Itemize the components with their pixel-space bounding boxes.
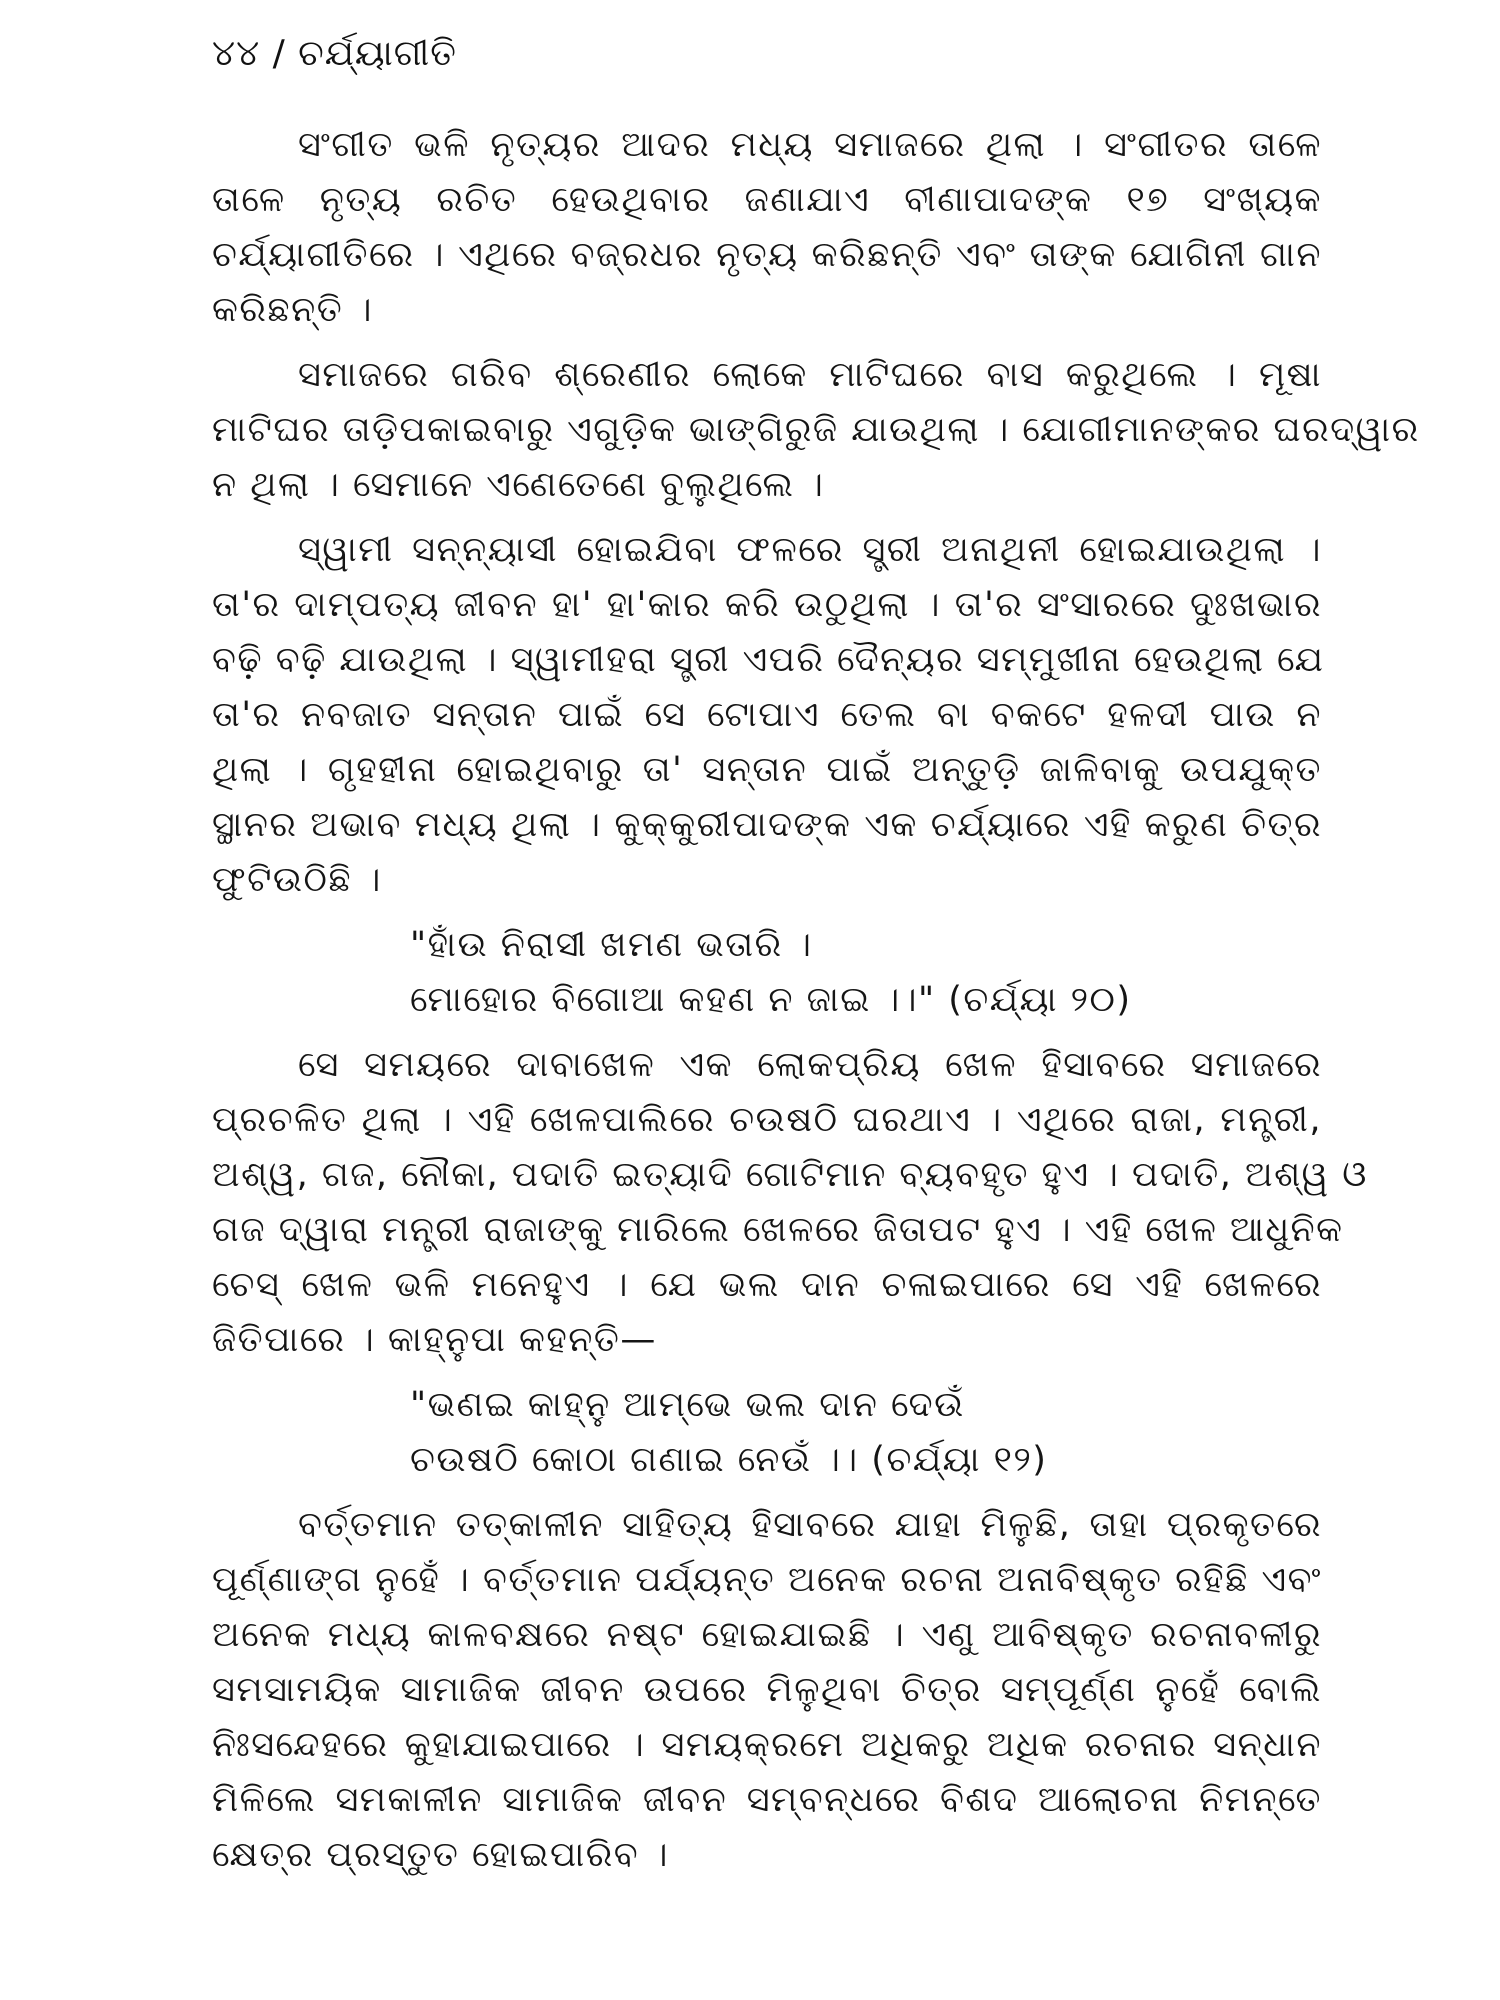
- text-line: ତା'ର ନବଜାତ ସନ୍ତାନ ପାଇଁ ସେ ଟୋପାଏ ତେଲ ବା ବକଟେ ହଳଦୀ ପାଉ ନ: [212, 695, 1322, 735]
- paragraph-3: [212, 523, 1325, 908]
- text-line: କ୍ଷେତ୍ର ପ୍ରସ୍ତୁତ ହୋଇପାରିବ ।: [212, 1835, 669, 1875]
- text-line: ଗଜ ଦ୍ୱାରା ମନ୍ତ୍ରୀ ରାଜାଙ୍କୁ ମାରିଲେ ଖେଳରେ ଜିତାପଟ ହୁଏ । ଏହି ଖେଳ ଆଧୁନିକ: [212, 1210, 1344, 1250]
- verse-line: ଚଉଷଠି କୋଠା ଗଣାଇ ନେଉଁ ।। (ଚର୍ଯ୍ୟା ୧୨): [410, 1440, 1048, 1480]
- verse-quote-1: [212, 918, 1322, 1028]
- text-line: ତାଳେ ନୃତ୍ୟ ରଚିତ ହେଉଥିବାର ଜଣାଯାଏ ବୀଣାପାଦଙ୍କ ୧୭ ସଂଖ୍ୟକ: [212, 180, 1322, 220]
- paragraph-5: [212, 1498, 1322, 1883]
- verse-line: ମୋହୋର ବିଗୋଆ କହଣ ନ ଜାଇ ।।" (ଚର୍ଯ୍ୟା ୨୦): [410, 980, 1132, 1020]
- text-line: ପୂର୍ଣ୍ଣାଙ୍ଗ ନୁହେଁ । ବର୍ତ୍ତମାନ ପର୍ଯ୍ୟନ୍ତ ଅନେକ ରଚନା ଅନାବିଷ୍କୃତ ରହିଛି ଏବଂ: [212, 1560, 1322, 1600]
- text-line: ଚର୍ଯ୍ୟାଗୀତିରେ । ଏଥିରେ ବଜ୍ରଧର ନୃତ୍ୟ କରିଛନ୍ତି ଏବଂ ତାଙ୍କ ଯୋଗିନୀ ଗାନ: [212, 235, 1322, 275]
- text-line: ସମସାମୟିକ ସାମାଜିକ ଜୀବନ ଉପରେ ମିଳୁଥିବା ଚିତ୍ର ସମ୍ପୂର୍ଣ୍ଣ ନୁହେଁ ବୋଲି: [212, 1670, 1322, 1710]
- verse-quote-2: [212, 1378, 1322, 1488]
- text-line: ସ୍ଥାନର ଅଭାବ ମଧ୍ୟ ଥିଲା । କୁକ୍କୁରୀପାଦଙ୍କ ଏକ ଚର୍ଯ୍ୟାରେ ଏହି କରୁଣ ଚିତ୍ର: [212, 805, 1322, 845]
- text-line: ଜିତିପାରେ । କାହ୍ନୁପା କହନ୍ତି—: [212, 1320, 657, 1360]
- text-line: ତା'ର ଦାମ୍ପତ୍ୟ ଜୀବନ ହା' ହା'କାର କରି ଉଠୁଥିଲା । ତା'ର ସଂସାରରେ ଦୁଃଖଭାର: [212, 585, 1322, 625]
- text-line: ଅନେକ ମଧ୍ୟ କାଳବକ୍ଷରେ ନଷ୍ଟ ହୋଇଯାଇଛି । ଏଣୁ ଆବିଷ୍କୃତ ରଚନାବଳୀରୁ: [212, 1615, 1322, 1655]
- text-line: ଅଶ୍ୱ, ଗଜ, ନୌକା, ପଦାତି ଇତ୍ୟାଦି ଗୋଟିମାନ ବ୍ୟବହୃତ ହୁଏ । ପଦାତି, ଅଶ୍ୱ ଓ: [212, 1155, 1368, 1195]
- text-line: ନ ଥିଲା । ସେମାନେ ଏଣେତେଣେ ବୁଲୁଥିଲେ ।: [212, 465, 825, 505]
- text-line: ଚେସ୍ ଖେଳ ଭଳି ମନେହୁଏ । ଯେ ଭଲ ଦାନ ଚଳାଇପାରେ ସେ ଏହି ଖେଳରେ: [212, 1265, 1322, 1305]
- page-header: ୪୪ / ଚର୍ଯ୍ୟାଗୀତି: [212, 33, 457, 74]
- text-line: ପ୍ରଚଳିତ ଥିଲା । ଏହି ଖେଳପାଲିରେ ଚଉଷଠି ଘରଥାଏ । ଏଥିରେ ରାଜା, ମନ୍ତ୍ରୀ,: [212, 1100, 1322, 1140]
- text-line: କରିଛନ୍ତି ।: [212, 290, 374, 330]
- text-line: ସେ ସମୟରେ ଦାବାଖେଳ ଏକ ଲୋକପ୍ରିୟ ଖେଳ ହିସାବରେ ସମାଜରେ: [298, 1045, 1322, 1085]
- text-line: ସ୍ୱାମୀ ସନ୍ନ୍ୟାସୀ ହୋଇଯିବା ଫଳରେ ସ୍ତ୍ରୀ ଅନାଥିନୀ ହୋଇଯାଉଥିଲା ।: [298, 530, 1322, 570]
- paragraph-4: [212, 1038, 1368, 1368]
- text-line: ମାଟିଘର ତାଡ଼ିପକାଇବାରୁ ଏଗୁଡ଼ିକ ଭାଙ୍ଗିରୁଜି ଯାଉଥିଲା । ଯୋଗୀମାନଙ୍କର ଘରଦ୍ୱାର: [212, 410, 1420, 450]
- verse-line: "ଭଣଇ କାହ୍ନୁ ଆମ୍ଭେ ଭଲ ଦାନ ଦେଉଁ: [410, 1385, 965, 1425]
- text-line: ଥିଲା । ଗୃହହୀନା ହୋଇଥିବାରୁ ତା' ସନ୍ତାନ ପାଇଁ ଅନ୍ତୁଡ଼ି ଜାଳିବାକୁ ଉପଯୁକ୍ତ: [212, 750, 1322, 790]
- paragraph-1: [212, 118, 1322, 338]
- text-line: ମିଳିଲେ ସମକାଳୀନ ସାମାଜିକ ଜୀବନ ସମ୍ବନ୍ଧରେ ବିଶଦ ଆଲୋଚନା ନିମନ୍ତେ: [212, 1780, 1322, 1820]
- text-line: ବର୍ତ୍ତମାନ ତତ୍କାଳୀନ ସାହିତ୍ୟ ହିସାବରେ ଯାହା ମିଳୁଛି, ତାହା ପ୍ରକୃତରେ: [298, 1505, 1322, 1545]
- paragraph-2: [212, 348, 1420, 513]
- text-line: ସମାଜରେ ଗରିବ ଶ୍ରେଣୀର ଲୋକେ ମାଟିଘରେ ବାସ କରୁଥିଲେ । ମୂଷା: [298, 355, 1322, 395]
- text-line: ଫୁଟିଉଠିଛି ।: [212, 860, 382, 900]
- text-line: ବଢ଼ି ବଢ଼ି ଯାଉଥିଲା । ସ୍ୱାମୀହରା ସ୍ତ୍ରୀ ଏପରି ଦୈନ୍ୟର ସମ୍ମୁଖୀନା ହେଉଥିଲା ଯେ: [212, 640, 1325, 680]
- text-line: ସଂଗୀତ ଭଳି ନୃତ୍ୟର ଆଦର ମଧ୍ୟ ସମାଜରେ ଥିଲା । ସଂଗୀତର ତାଳେ: [298, 125, 1322, 165]
- verse-line: "ହାଁଉ ନିରାସୀ ଖମଣ ଭତାରି ।: [410, 925, 813, 965]
- text-line: ନିଃସନ୍ଦେହରେ କୁହାଯାଇପାରେ । ସମୟକ୍ରମେ ଅଧିକରୁ ଅଧିକ ରଚନାର ସନ୍ଧାନ: [212, 1725, 1322, 1765]
- page-body: [212, 118, 1420, 1893]
